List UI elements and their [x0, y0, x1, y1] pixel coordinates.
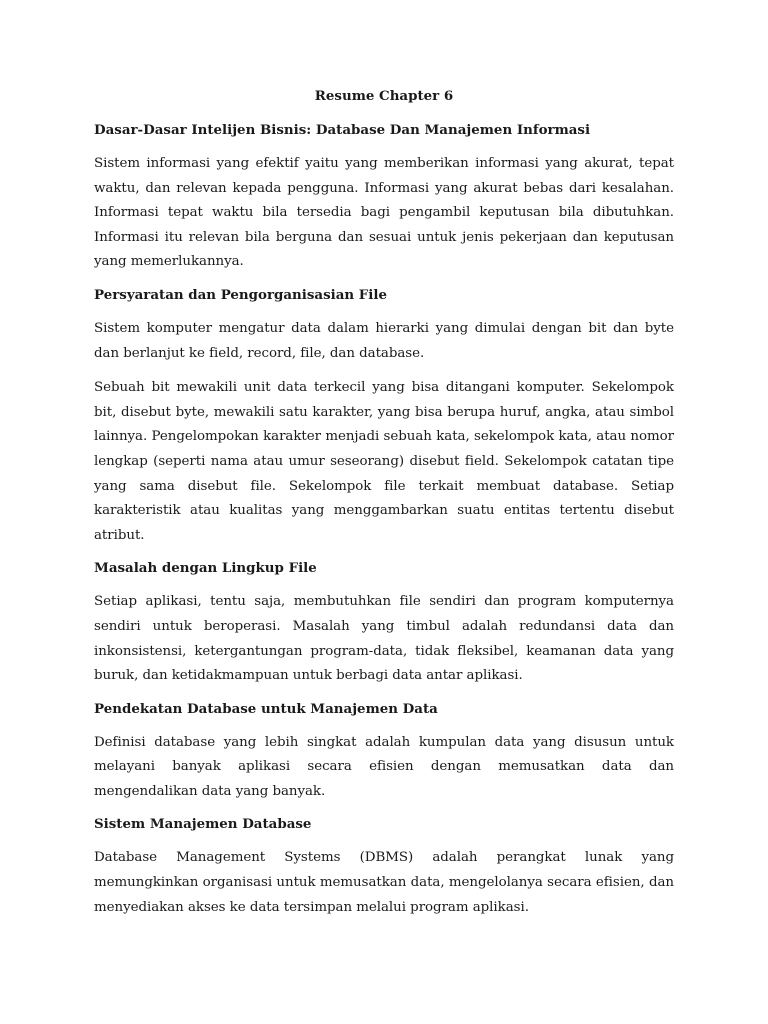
section-paragraph: Sistem komputer mengatur data dalam hierarki yang dimulai dengan bit dan byte dan berlanjut ke field, record, file, dan database. — [94, 320, 674, 361]
section-pendekatan-database — [94, 699, 674, 805]
section-paragraph: Database Management Systems (DBMS) adalah perangkat lunak yang memungkinkan organisasi untuk memusatkan data, mengelolanya secara efisien, dan menyediakan akses ke data tersimpan melalui program aplikasi. — [94, 850, 674, 915]
section-paragraph: Sebuah bit mewakili unit data terkecil yang bisa ditangani komputer. Sekelompok bit, disebut byte, mewakili satu karakter, yang bisa berupa huruf, angka, atau simbol lainnya. Pengelompokan karakter menjadi sebuah kata, sekelompok kata, atau nomor lengkap (seperti nama atau umur seseorang) disebut field. Sekelompok catatan tipe yang sama disebut file. Sekelompok file terkait membuat database. Setiap karakteristik atau kualitas yang menggambarkan suatu entitas tertentu disebut atribut. — [94, 380, 674, 543]
document-title: Resume Chapter 6 — [314, 88, 454, 104]
section-heading: Dasar-Dasar Intelijen Bisnis: Database Dan Manajemen Informasi — [94, 122, 591, 138]
section-paragraph: Definisi database yang lebih singkat adalah kumpulan data yang disusun untuk melayani banyak aplikasi secara efisien dengan memusatkan data dan mengendalikan data yang banyak. — [94, 734, 674, 799]
section-heading: Masalah dengan Lingkup File — [94, 560, 317, 577]
section-paragraph: Sistem informasi yang efektif yaitu yang memberikan informasi yang akurat, tepat waktu, dan relevan kepada pengguna. Informasi yang akurat bebas dari kesalahan. Informasi tepat waktu bila tersedia bagi pengambil keputusan bila dibutuhkan. Informasi itu relevan bila berguna dan sesuai untuk jenis pekerjaan dan keputusan yang memerlukannya. — [94, 156, 674, 270]
section-paragraph: Setiap aplikasi, tentu saja, membutuhkan file sendiri dan program komputernya sendiri untuk beroperasi. Masalah yang timbul adalah redundansi data dan inkonsistensi, ketergantungan program-data, tidak fleksibel, keamanan data yang buruk, dan ketidakmampuan untuk berbagi data antar aplikasi. — [94, 594, 674, 684]
section-persyaratan-pengorganisasian-file — [94, 285, 674, 548]
section-heading: Pendekatan Database untuk Manajemen Data — [94, 700, 438, 717]
section-dasar-dasar-intelijen-bisnis — [94, 120, 674, 275]
section-masalah-lingkup-file — [94, 558, 674, 688]
section-heading: Persyaratan dan Pengorganisasian File — [94, 286, 387, 303]
section-heading: Sistem Manajemen Database — [94, 816, 312, 833]
section-sistem-manajemen-database — [94, 814, 674, 920]
